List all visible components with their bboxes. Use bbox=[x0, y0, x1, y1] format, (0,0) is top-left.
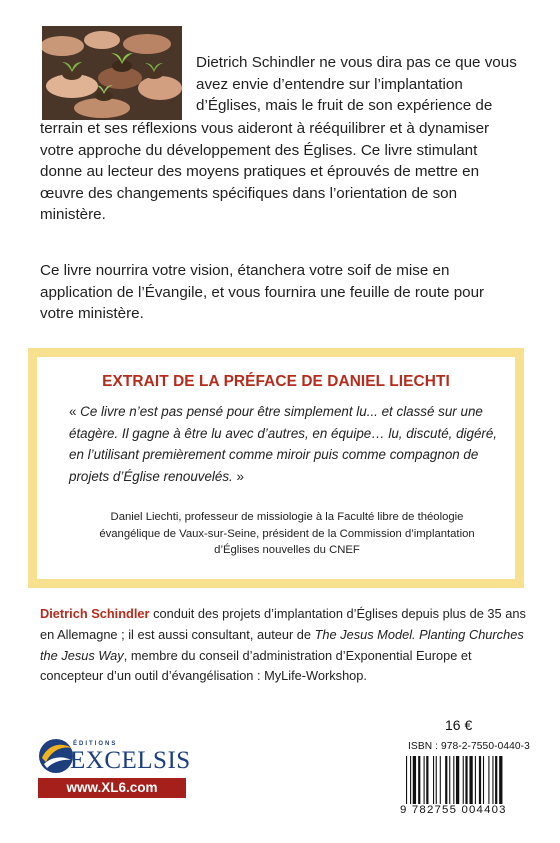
barcode-graphic bbox=[404, 756, 534, 804]
isbn: ISBN : 978-2-7550-0440-3 bbox=[408, 741, 530, 752]
preface-title: EXTRAIT DE LA PRÉFACE DE DANIEL LIECHTI bbox=[102, 373, 450, 390]
hands-holding-seedlings-photo bbox=[42, 26, 182, 120]
quote-open-mark: « bbox=[69, 404, 81, 419]
bio-text-after: , membre du conseil d’administration d’Exponential Europe et concepteur d’un outil d’évangélisation : MyLife-Workshop. bbox=[40, 647, 472, 684]
preface-attribution: Daniel Liechti, professeur de missiologie à la Faculté libre de théologie évangélique de Vaux-sur-Seine, président de la Commission d’implantation d’Églises nouvelles du CNEF bbox=[99, 511, 475, 556]
editions-label: ÉDITIONS bbox=[73, 741, 118, 747]
quote-close-mark: » bbox=[232, 468, 244, 484]
book-title: The Jesus Model. Planting Churches the Jesus Way bbox=[40, 626, 524, 663]
barcode-digits: 9 782755 004403 bbox=[400, 804, 507, 816]
preface-quote bbox=[69, 401, 499, 487]
preface-excerpt-box bbox=[28, 348, 524, 588]
bio-text-before: conduit des projets d’implantation d’Églises depuis plus de 35 ans en Allemagne ; il est aussi consultant, auteur de bbox=[40, 606, 526, 642]
publisher-brand: EXCELSIS bbox=[70, 747, 191, 774]
intro-continuation: terrain et ses réflexions vous aideront à rééquilibrer et à dynamiser votre approche du développement des Églises. Ce livre stimulant donne au lecteur des moyens pratiques et éprouvés de mettre en œuvre des changements spécifiques dans l’orientation de son ministère. bbox=[40, 120, 490, 224]
price: 16 € bbox=[445, 717, 473, 733]
intro-first-lines: Dietrich Schindler ne vous dira pas ce que vous avez envie d’entendre sur l’implantation d’Églises, mais le fruit de son expérience de bbox=[196, 54, 517, 115]
intro-second-paragraph: Ce livre nourrira votre vision, étanchera votre soif de mise en application de l’Évangile, et vous fournira une feuille de route pour votre ministère. bbox=[40, 262, 485, 323]
publisher-url[interactable]: www.XL6.com bbox=[38, 778, 186, 798]
author-name: Dietrich Schindler bbox=[40, 606, 150, 621]
author-bio bbox=[40, 604, 526, 687]
quote-text: Ce livre n’est pas pensé pour être simplement lu... et classé sur une étagère. Il gagne à être lu avec d’autres, en équipe… lu, discuté, digéré, en l’utilisant premièrement comme miroir puis comme compagnon de projets d’Église renouvelés. bbox=[69, 404, 498, 484]
